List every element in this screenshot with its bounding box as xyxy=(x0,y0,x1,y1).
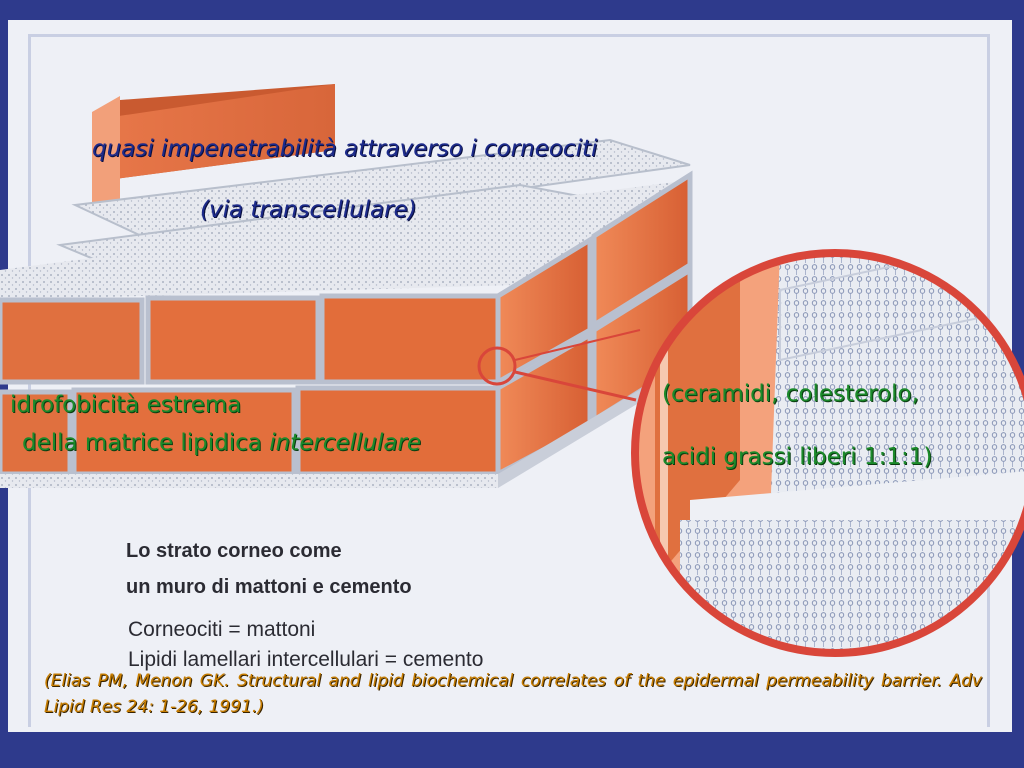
lipid-composition-line1: (ceramidi, colesterolo, xyxy=(662,381,919,407)
reference-citation: (Elias PM, Menon GK. Structural and lipid biochemical correlates of the epidermal permeability barrier. Adv Lipid Res 24: 1-26, 1991.) xyxy=(44,671,982,717)
hydrophobicity-label-plain: della matrice lipidica xyxy=(22,430,270,456)
lipid-composition-line2: acidi grassi liberi 1:1:1) xyxy=(662,444,933,470)
wall-bottom-edge xyxy=(0,474,498,488)
caption-title-line2: un muro di mattoni e cemento xyxy=(126,576,412,598)
caption-bricks-equation: Corneociti = mattoni xyxy=(128,618,316,641)
hydrophobicity-label-italic: intercellulare xyxy=(269,430,422,456)
hydrophobicity-label-line2 xyxy=(22,430,421,456)
bottom-frame xyxy=(0,732,1024,768)
hydrophobicity-label-line1: idrofobicità estrema xyxy=(10,392,242,418)
caption-cement-equation: Lipidi lamellari intercellulari = cemento xyxy=(128,648,484,671)
transcellular-title-line1: quasi impenetrabilità attraverso i corneociti xyxy=(92,136,598,162)
transcellular-title-line2: (via transcellulare) xyxy=(200,197,417,223)
caption-title-line1: Lo strato corneo come xyxy=(126,540,342,562)
